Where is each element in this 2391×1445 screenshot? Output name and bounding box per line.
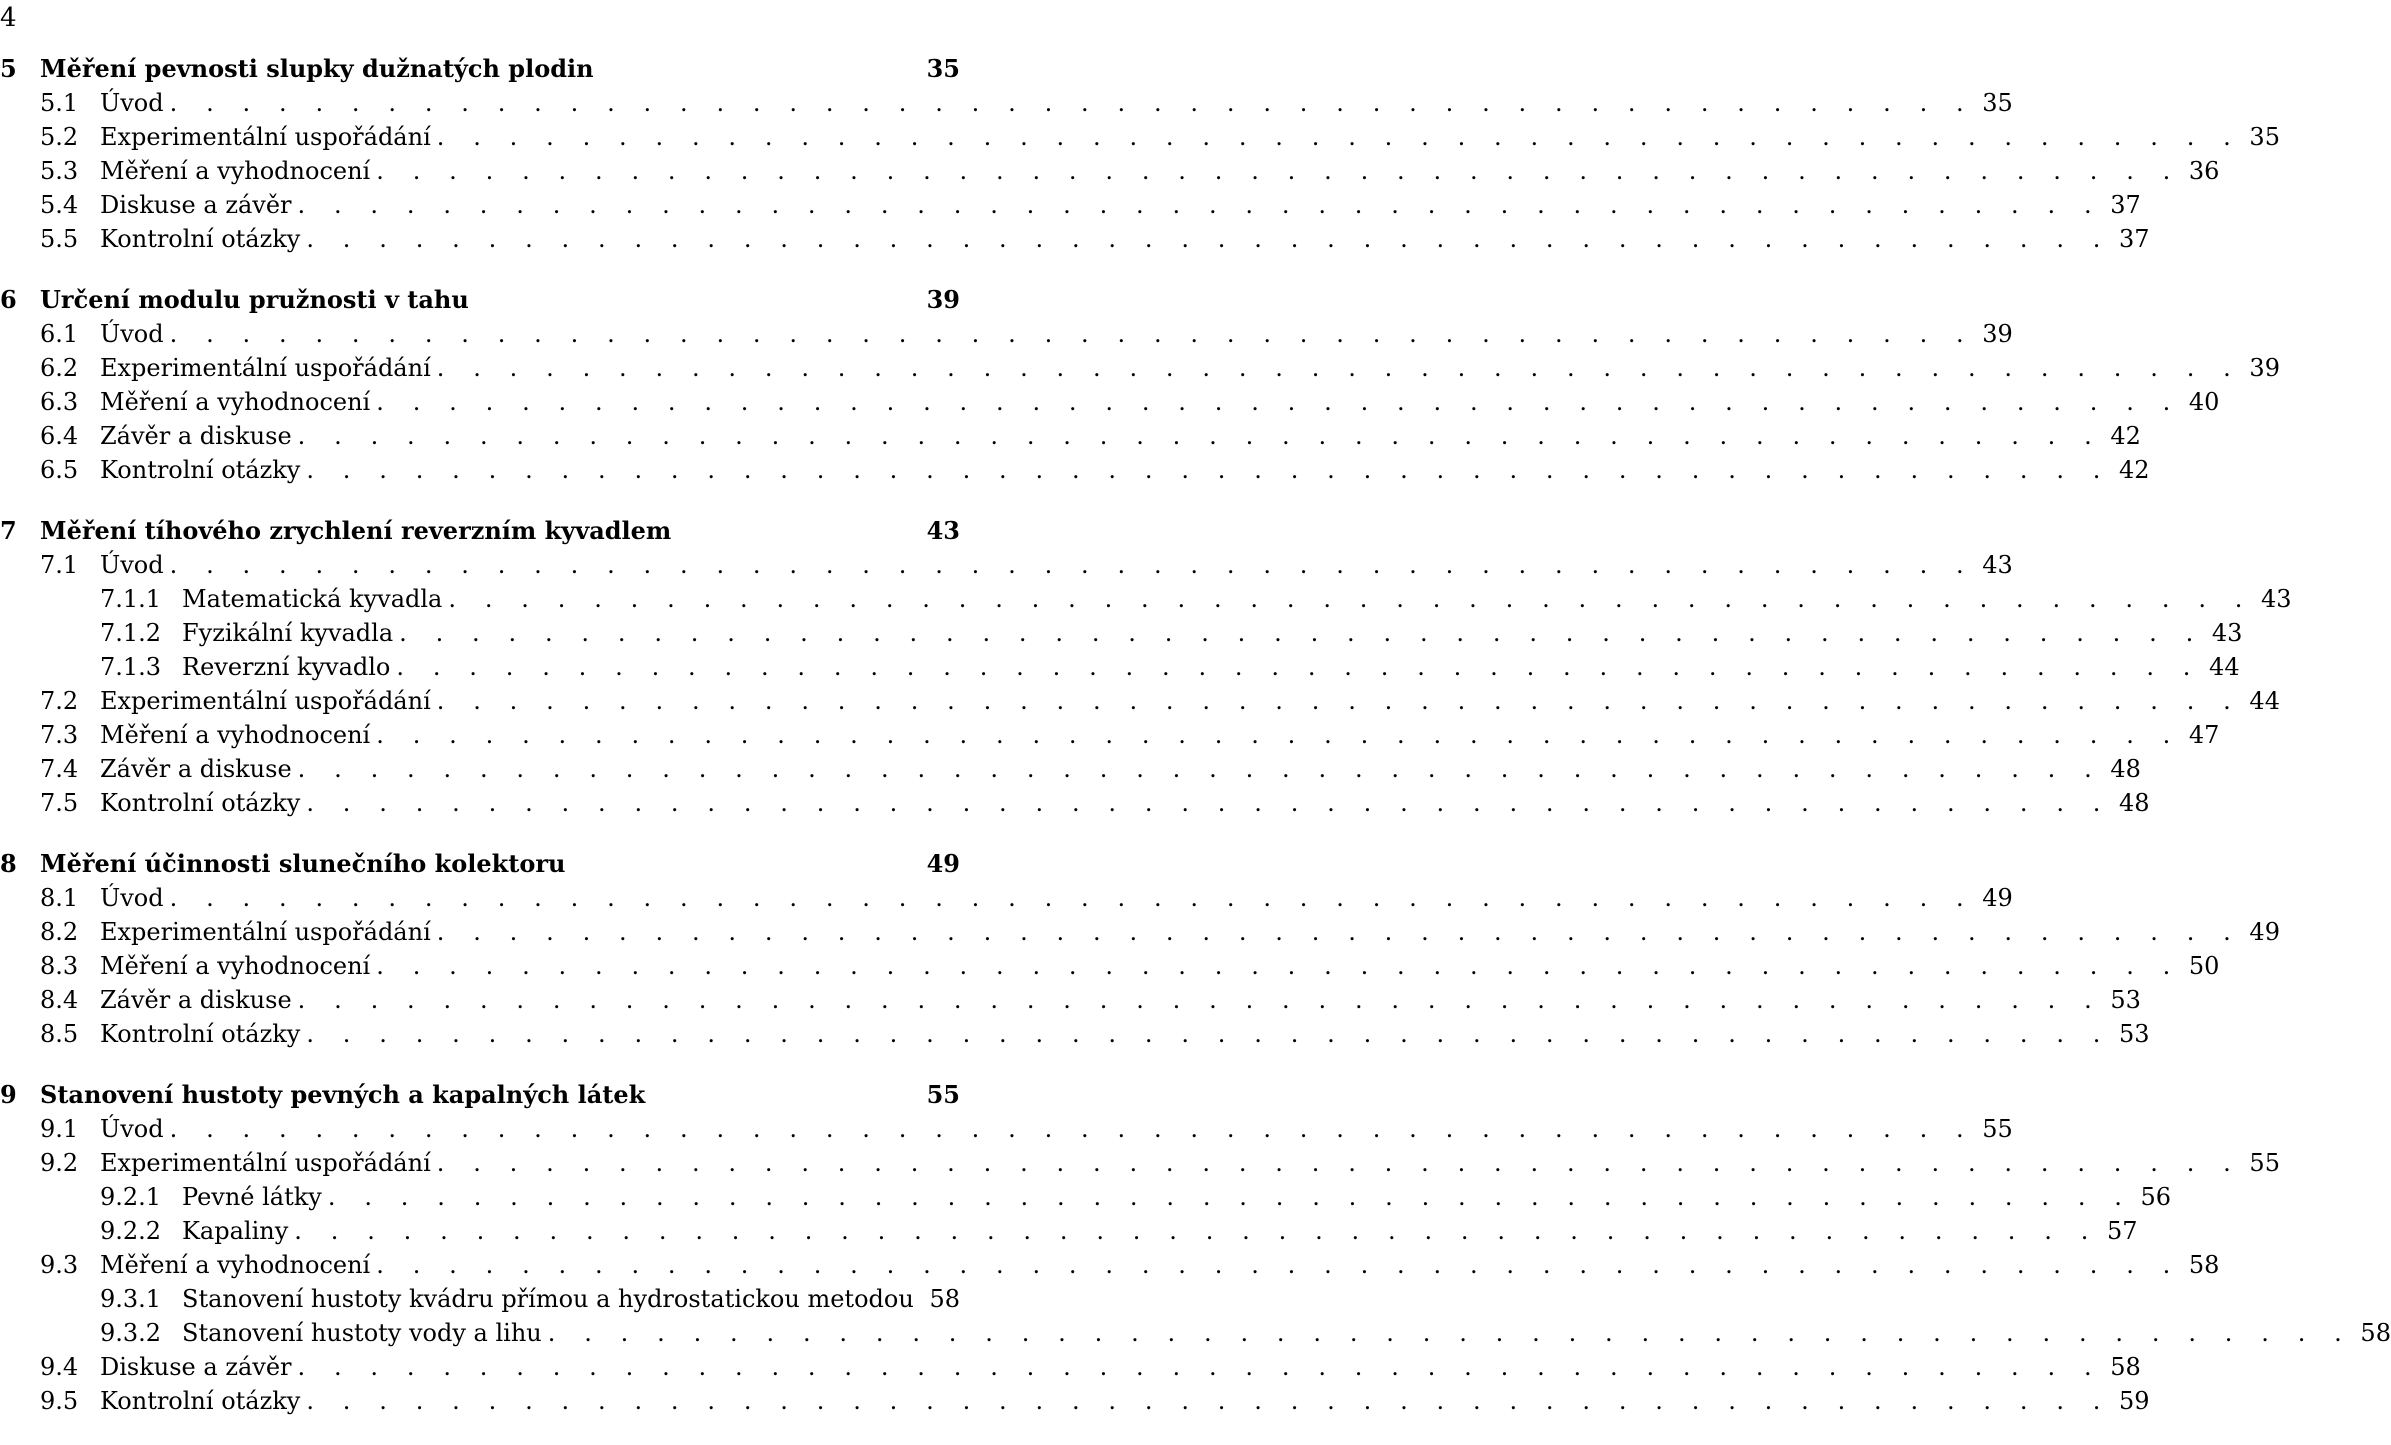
entry-number: 8.2 [40, 918, 79, 946]
entry-page: 53 [2111, 1017, 2150, 1051]
entry-page: 43 [2204, 616, 2243, 650]
dot-leader: . . . . . . . . . . . . . . . . . . . . . . . . . . . . . . . . . . . . . . . . . . . . . . . . . . [396, 653, 2202, 681]
entry-page: 57 [2099, 1214, 2138, 1248]
toc-subsection[interactable] [0, 616, 2243, 650]
toc-chapter [0, 1078, 2391, 1418]
entry-title: Závěr a diskuse [100, 419, 298, 453]
entry-number: 8.4 [40, 986, 79, 1014]
entry-title: Úvod [100, 317, 170, 351]
chapter-number: 8 [0, 849, 17, 878]
toc-subsection[interactable] [0, 1282, 960, 1316]
toc-chapter-heading[interactable] [0, 1078, 960, 1112]
toc-section[interactable] [0, 222, 2150, 256]
entry-title: Diskuse a závěr [100, 1350, 298, 1384]
entry-page: 56 [2133, 1180, 2172, 1214]
toc-subsection[interactable] [0, 650, 2240, 684]
entry-page: 47 [2181, 718, 2220, 752]
toc-chapter [0, 514, 2292, 820]
entry-number: 6.4 [40, 422, 79, 450]
toc-section[interactable] [0, 1384, 2150, 1418]
entry-number: 5.1 [40, 89, 79, 117]
entry-number: 7.1 [40, 551, 79, 579]
dot-leader: . . . . . . . . . . . . . . . . . . . . . . . . . . . . . . . . . . . . . . . . . . . . . . . . . . [306, 789, 2112, 817]
dot-leader: . . . . . . . . . . . . . . . . . . . . . . . . . . . . . . . . . . . . . . . . . . . . . . . . . . [327, 1183, 2133, 1211]
toc-section[interactable] [0, 188, 2141, 222]
entry-number: 7.1.3 [100, 653, 162, 681]
toc-section[interactable] [0, 949, 2220, 983]
entry-number: 9.5 [40, 1387, 79, 1415]
entry-title: Měření a vyhodnocení [100, 1248, 376, 1282]
chapter-page: 35 [919, 52, 960, 86]
toc-section[interactable] [0, 1146, 2280, 1180]
chapter-page: 43 [919, 514, 960, 548]
entry-number: 7.1.2 [100, 619, 162, 647]
entry-page: 37 [2102, 188, 2141, 222]
entry-title: Závěr a diskuse [100, 983, 298, 1017]
entry-number: 9.2 [40, 1149, 79, 1177]
dot-leader: . . . . . . . . . . . . . . . . . . . . . . . . . . . . . . . . . . . . . . . . . . . . . . . . . . [376, 1251, 2181, 1279]
entry-title: Kontrolní otázky [100, 786, 306, 820]
entry-title: Měření a vyhodnocení [100, 154, 376, 188]
dot-leader: . . . . . . . . . . . . . . . . . . . . . . . . . . . . . . . . . . . . . . . . . . . . . . . . . . [169, 551, 1975, 579]
toc-section[interactable] [0, 120, 2280, 154]
dot-leader: . . . . . . . . . . . . . . . . . . . . . . . . . . . . . . . . . . . . . . . . . . . . . . . . . . [297, 422, 2103, 450]
entry-title: Kontrolní otázky [100, 222, 306, 256]
entry-title: Kapaliny [182, 1214, 294, 1248]
entry-number: 9.4 [40, 1353, 79, 1381]
entry-page: 59 [2111, 1384, 2150, 1418]
toc-subsection[interactable] [0, 1316, 2391, 1350]
chapter-title: Stanovení hustoty pevných a kapalných látek [40, 1078, 651, 1112]
entry-number: 9.3.2 [100, 1319, 162, 1347]
entry-number: 7.1.1 [100, 585, 162, 613]
toc-section[interactable] [0, 718, 2220, 752]
entry-page: 53 [2102, 983, 2141, 1017]
chapter-title: Měření účinnosti slunečního kolektoru [40, 847, 571, 881]
entry-page: 39 [1974, 317, 2013, 351]
entry-page: 49 [2241, 915, 2280, 949]
entry-number: 5.5 [40, 225, 79, 253]
chapter-number: 9 [0, 1080, 17, 1109]
dot-leader: . . . . . . . . . . . . . . . . . . . . . . . . . . . . . . . . . . . . . . . . . . . . . . . . . . [436, 354, 2242, 382]
entry-number: 8.3 [40, 952, 79, 980]
dot-leader: . . . . . . . . . . . . . . . . . . . . . . . . . . . . . . . . . . . . . . . . . . . . . . . . . . [436, 687, 2242, 715]
entry-page: 58 [2102, 1350, 2141, 1384]
toc-section[interactable] [0, 1017, 2150, 1051]
dot-leader: . . . . . . . . . . . . . . . . . . . . . . . . . . . . . . . . . . . . . . . . . . . . . . . . . . [547, 1319, 2353, 1347]
entry-title: Kontrolní otázky [100, 1017, 306, 1051]
dot-leader: . . . . . . . . . . . . . . . . . . . . . . . . . . . . . . . . . . . . . . . . . . . . . . . . . . [436, 918, 2242, 946]
dot-leader: . . . . . . . . . . . . . . . . . . . . . . . . . . . . . . . . . . . . . . . . . . . . . . . . . . [297, 755, 2103, 783]
dot-leader: . . . . . . . . . . . . . . . . . . . . . . . . . . . . . . . . . . . . . . . . . . . . . . . . . . [306, 456, 2112, 484]
entry-title: Stanovení hustoty vody a lihu [182, 1316, 548, 1350]
entry-title: Experimentální uspořádání [100, 120, 437, 154]
entry-number: 8.1 [40, 884, 79, 912]
chapter-title: Určení modulu pružnosti v tahu [40, 283, 475, 317]
entry-title: Závěr a diskuse [100, 752, 298, 786]
entry-number: 9.3.1 [100, 1285, 162, 1313]
toc-chapter [0, 52, 2280, 256]
entry-title: Kontrolní otázky [100, 1384, 306, 1418]
toc-subsection[interactable] [0, 1180, 2172, 1214]
dot-leader: . . . . . . . . . . . . . . . . . . . . . . . . . . . . . . . . . . . . . . . . . . . . . . . . . . [448, 585, 2254, 613]
chapter-number: 7 [0, 516, 17, 545]
entry-title: Měření a vyhodnocení [100, 385, 376, 419]
toc-subsection[interactable] [0, 1214, 2138, 1248]
entry-page: 49 [1974, 881, 2013, 915]
entry-title: Stanovení hustoty kvádru přímou a hydrostatickou metodou [182, 1282, 920, 1316]
entry-page: 44 [2201, 650, 2240, 684]
toc-section[interactable] [0, 786, 2150, 820]
entry-title: Matematická kyvadla [182, 582, 448, 616]
entry-page: 58 [921, 1282, 960, 1316]
entry-page: 48 [2102, 752, 2141, 786]
toc-subsection[interactable] [0, 582, 2292, 616]
toc-chapter-heading[interactable] [0, 847, 960, 881]
dot-leader: . . . . . . . . . . . . . . . . . . . . . . . . . . . . . . . . . . . . . . . . . . . . . . . . . . [169, 884, 1975, 912]
dot-leader: . . . . . . . . . . . . . . . . . . . . . . . . . . . . . . . . . . . . . . . . . . . . . . . . . . [376, 157, 2181, 185]
chapter-title: Měření tíhového zrychlení reverzním kyvadlem [40, 514, 677, 548]
toc-section[interactable] [0, 684, 2280, 718]
toc-section[interactable] [0, 154, 2220, 188]
toc-chapter-heading[interactable] [0, 283, 960, 317]
entry-page: 35 [1974, 86, 2013, 120]
dot-leader: . . . . . . . . . . . . . . . . . . . . . . . . . . . . . . . . . . . . . . . . . . . . . . . . . . [297, 1353, 2103, 1381]
entry-title: Měření a vyhodnocení [100, 718, 376, 752]
page-number: 4 [0, 3, 17, 33]
toc-chapter-heading[interactable] [0, 514, 960, 548]
dot-leader: . . . . . . . . . . . . . . . . . . . . . . . . . . . . . . . . . . . . . . . . . . . . . . . . . . [376, 721, 2181, 749]
entry-number: 9.1 [40, 1115, 79, 1143]
entry-page: 43 [2253, 582, 2292, 616]
entry-number: 7.2 [40, 687, 79, 715]
toc-section[interactable] [0, 1248, 2220, 1282]
dot-leader: . . . . . . . . . . . . . . . . . . . . . . . . . . . . . . . . . . . . . . . . . . . . . . . . . . [306, 1020, 2112, 1048]
entry-title: Kontrolní otázky [100, 453, 306, 487]
entry-title: Úvod [100, 881, 170, 915]
entry-title: Pevné látky [182, 1180, 328, 1214]
dot-leader: . . . . . . . . . . . . . . . . . . . . . . . . . . . . . . . . . . . . . . . . . . . . . . . . . . [376, 952, 2181, 980]
chapter-page: 55 [919, 1078, 960, 1112]
toc-chapter [0, 283, 2280, 487]
entry-number: 8.5 [40, 1020, 79, 1048]
entry-page: 55 [1974, 1112, 2013, 1146]
toc-section[interactable] [0, 453, 2150, 487]
toc-section[interactable] [0, 385, 2220, 419]
entry-number: 9.2.2 [100, 1217, 162, 1245]
entry-page: 48 [2111, 786, 2150, 820]
entry-page: 39 [2241, 351, 2280, 385]
dot-leader: . . . . . . . . . . . . . . . . . . . . . . . . . . . . . . . . . . . . . . . . . . . . . . . . . . [399, 619, 2204, 647]
entry-title: Experimentální uspořádání [100, 915, 437, 949]
toc-section[interactable] [0, 752, 2141, 786]
dot-leader: . . . . . . . . . . . . . . . . . . . . . . . . . . . . . . . . . . . . . . . . . . . . . . . . . . [306, 225, 2112, 253]
dot-leader: . . . . . . . . . . . . . . . . . . . . . . . . . . . . . . . . . . . . . . . . . . . . . . . . . . [169, 320, 1975, 348]
entry-number: 7.4 [40, 755, 79, 783]
entry-title: Experimentální uspořádání [100, 684, 437, 718]
entry-page: 43 [1974, 548, 2013, 582]
chapter-page: 49 [919, 847, 960, 881]
entry-number: 9.3 [40, 1251, 79, 1279]
toc-section[interactable] [0, 983, 2141, 1017]
entry-title: Měření a vyhodnocení [100, 949, 376, 983]
table-of-contents [0, 52, 2391, 1445]
entry-number: 5.4 [40, 191, 79, 219]
entry-number: 6.1 [40, 320, 79, 348]
entry-number: 6.2 [40, 354, 79, 382]
entry-number: 5.3 [40, 157, 79, 185]
entry-page: 58 [2352, 1316, 2391, 1350]
toc-section[interactable] [0, 915, 2280, 949]
dot-leader: . . . . . . . . . . . . . . . . . . . . . . . . . . . . . . . . . . . . . . . . . . . . . . . . . . [297, 191, 2103, 219]
entry-number: 6.5 [40, 456, 79, 484]
entry-page: 36 [2181, 154, 2220, 188]
dot-leader: . . . . . . . . . . . . . . . . . . . . . . . . . . . . . . . . . . . . . . . . . . . . . . . . . . [297, 986, 2103, 1014]
toc-section[interactable] [0, 86, 2013, 120]
dot-leader: . . . . . . . . . . . . . . . . . . . . . . . . . . . . . . . . . . . . . . . . . . . . . . . . . . [436, 123, 2242, 151]
entry-page: 37 [2111, 222, 2150, 256]
dot-leader: . . . . . . . . . . . . . . . . . . . . . . . . . . . . . . . . . . . . . . . . . . . . . . . . . . [306, 1387, 2112, 1415]
entry-number: 6.3 [40, 388, 79, 416]
chapter-number: 6 [0, 285, 17, 314]
toc-section[interactable] [0, 317, 2013, 351]
toc-chapter [0, 847, 2280, 1051]
entry-title: Experimentální uspořádání [100, 1146, 437, 1180]
toc-section[interactable] [0, 881, 2013, 915]
entry-page: 42 [2111, 453, 2150, 487]
chapter-number: 5 [0, 54, 17, 83]
dot-leader: . . . . . . . . . . . . . . . . . . . . . . . . . . . . . . . . . . . . . . . . . . . . . . . . . . [294, 1217, 2099, 1245]
toc-chapter-heading[interactable] [0, 52, 960, 86]
entry-number: 5.2 [40, 123, 79, 151]
entry-page: 50 [2181, 949, 2220, 983]
entry-number: 7.3 [40, 721, 79, 749]
entry-title: Experimentální uspořádání [100, 351, 437, 385]
dot-leader: . . . . . . . . . . . . . . . . . . . . . . . . . . . . . . . . . . . . . . . . . . . . . . . . . . [169, 1115, 1975, 1143]
chapter-title: Měření pevnosti slupky dužnatých plodin [40, 52, 600, 86]
toc-section[interactable] [0, 1350, 2141, 1384]
entry-page: 40 [2181, 385, 2220, 419]
dot-leader: . . . . . . . . . . . . . . . . . . . . . . . . . . . . . . . . . . . . . . . . . . . . . . . . . . [436, 1149, 2242, 1177]
toc-section[interactable] [0, 351, 2280, 385]
entry-page: 58 [2181, 1248, 2220, 1282]
entry-page: 42 [2102, 419, 2141, 453]
entry-title: Reverzní kyvadlo [182, 650, 396, 684]
toc-section[interactable] [0, 1112, 2013, 1146]
entry-page: 55 [2241, 1146, 2280, 1180]
entry-number: 9.2.1 [100, 1183, 162, 1211]
entry-title: Úvod [100, 1112, 170, 1146]
toc-section[interactable] [0, 419, 2141, 453]
entry-page: 35 [2241, 120, 2280, 154]
chapter-page: 39 [919, 283, 960, 317]
dot-leader: . . . . . . . . . . . . . . . . . . . . . . . . . . . . . . . . . . . . . . . . . . . . . . . . . . [169, 89, 1975, 117]
entry-title: Fyzikální kyvadla [182, 616, 399, 650]
entry-title: Úvod [100, 548, 170, 582]
dot-leader: . . . . . . . . . . . . . . . . . . . . . . . . . . . . . . . . . . . . . . . . . . . . . . . . . . [376, 388, 2181, 416]
entry-title: Diskuse a závěr [100, 188, 298, 222]
entry-page: 44 [2241, 684, 2280, 718]
toc-section[interactable] [0, 548, 2013, 582]
entry-number: 7.5 [40, 789, 79, 817]
entry-title: Úvod [100, 86, 170, 120]
